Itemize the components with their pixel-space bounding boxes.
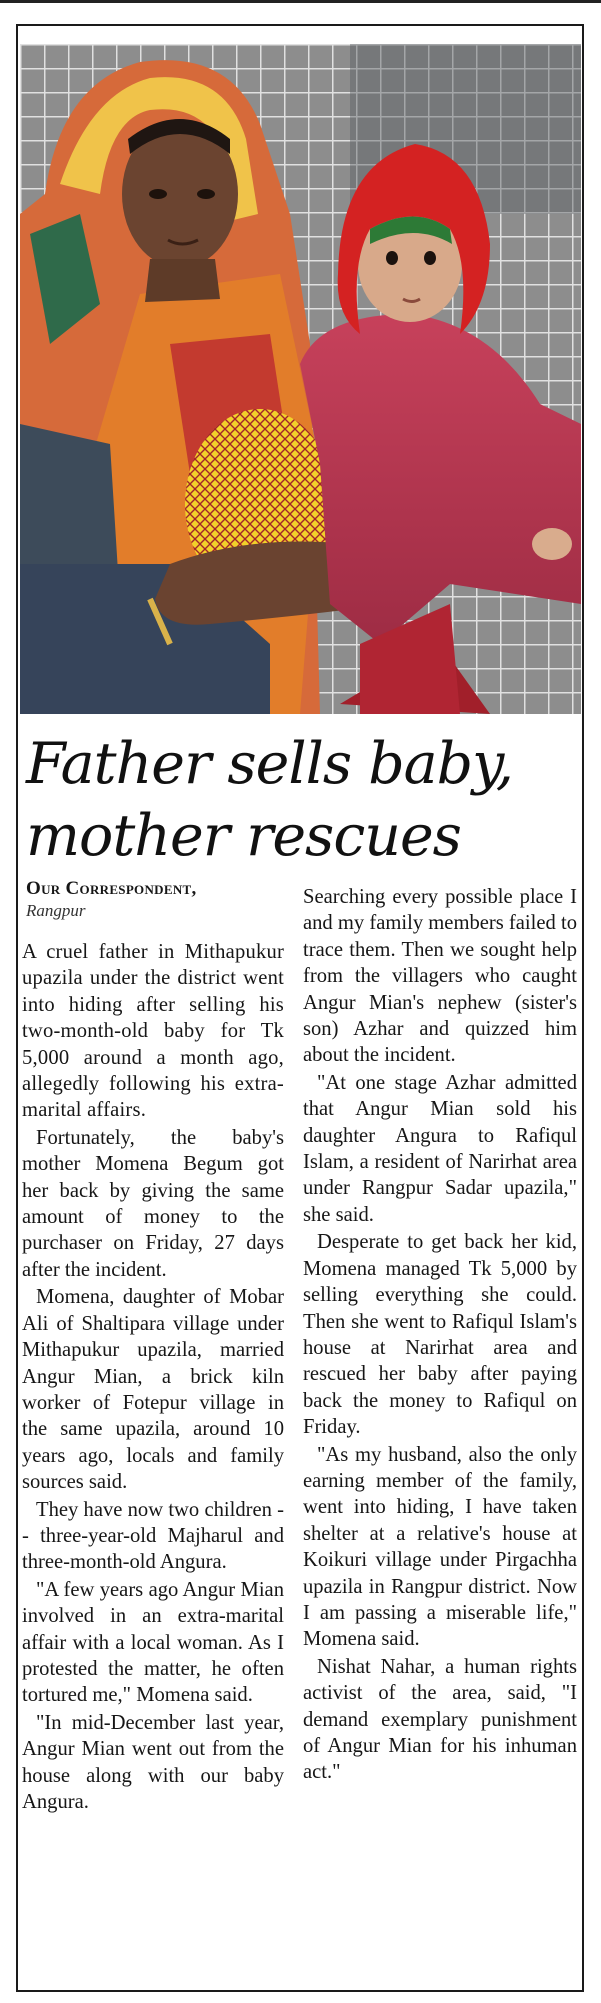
paragraph: A cruel father in Mithapukur upazila under the district went into hiding after selling his two-month-old baby for Tk 5,000 around a month ago, allegedly following his extra-marital affairs. — [22, 941, 284, 1122]
paragraph: Searching every possible place I and my family members failed to trace them. Then we sought help from the villagers who caught Angur Mian's nephew (sister's son) Azhar and quizzed him about the incident. — [303, 886, 577, 1067]
paragraph: They have now two children -- three-year-old Majharul and three-month-old Angura. — [22, 1498, 284, 1574]
headline — [26, 728, 581, 872]
byline-author: Our Correspondent, — [26, 878, 197, 899]
paragraph: Fortunately, the baby's mother Momena Begum got her back by giving the same amount of money to the purchaser on Friday, 27 days after the incident. — [22, 1126, 284, 1281]
paragraph: "As my husband, also the only earning member of the family, went into hiding, I have taken shelter at a relative's house at Koikuri village under Pirgachha upazila in Rangpur district. Now I am passing a miserable life," Momena said. — [303, 1443, 577, 1651]
paragraph: Nishat Nahar, a human rights activist of the area, said, "I demand exemplary punishment of Angur Mian for his inhuman act." — [303, 1655, 577, 1784]
paragraph: Momena, daughter of Mobar Ali of Shaltipara village under Mithapukur upazila, married Angur Mian, a brick kiln worker of Fotepur village in the same upazila, around 10 years ago, locals and family sources said. — [22, 1286, 284, 1494]
news-photo — [20, 44, 581, 714]
paragraph: "A few years ago Angur Mian involved in an extra-marital affair with a local woman. As I protested the matter, he often tortured me," Momena said. — [22, 1578, 284, 1707]
paragraph: "At one stage Azhar admitted that Angur Mian sold his daughter Angura to Rafiqul Islam, a resident of Narirhat area under Rangpur Sadar upazila," she said. — [303, 1071, 577, 1226]
headline-line-1: Father sells baby, — [26, 731, 513, 797]
paragraph: Desperate to get back her kid, Momena managed Tk 5,000 by selling everything she could. Then she went to Rafiqul Islam's house at Narirhat area and rescued her baby after paying back the money to Rafiqul on Friday. — [303, 1231, 577, 1439]
byline — [26, 878, 288, 922]
headline-line-2: mother rescues — [26, 803, 461, 869]
top-rule — [0, 0, 601, 3]
body-column-left — [22, 939, 284, 1816]
body-column-right — [303, 884, 577, 1787]
dateline: Rangpur — [26, 901, 86, 920]
paragraph: "In mid-December last year, Angur Mian went out from the house along with our baby Angura. — [22, 1711, 284, 1813]
